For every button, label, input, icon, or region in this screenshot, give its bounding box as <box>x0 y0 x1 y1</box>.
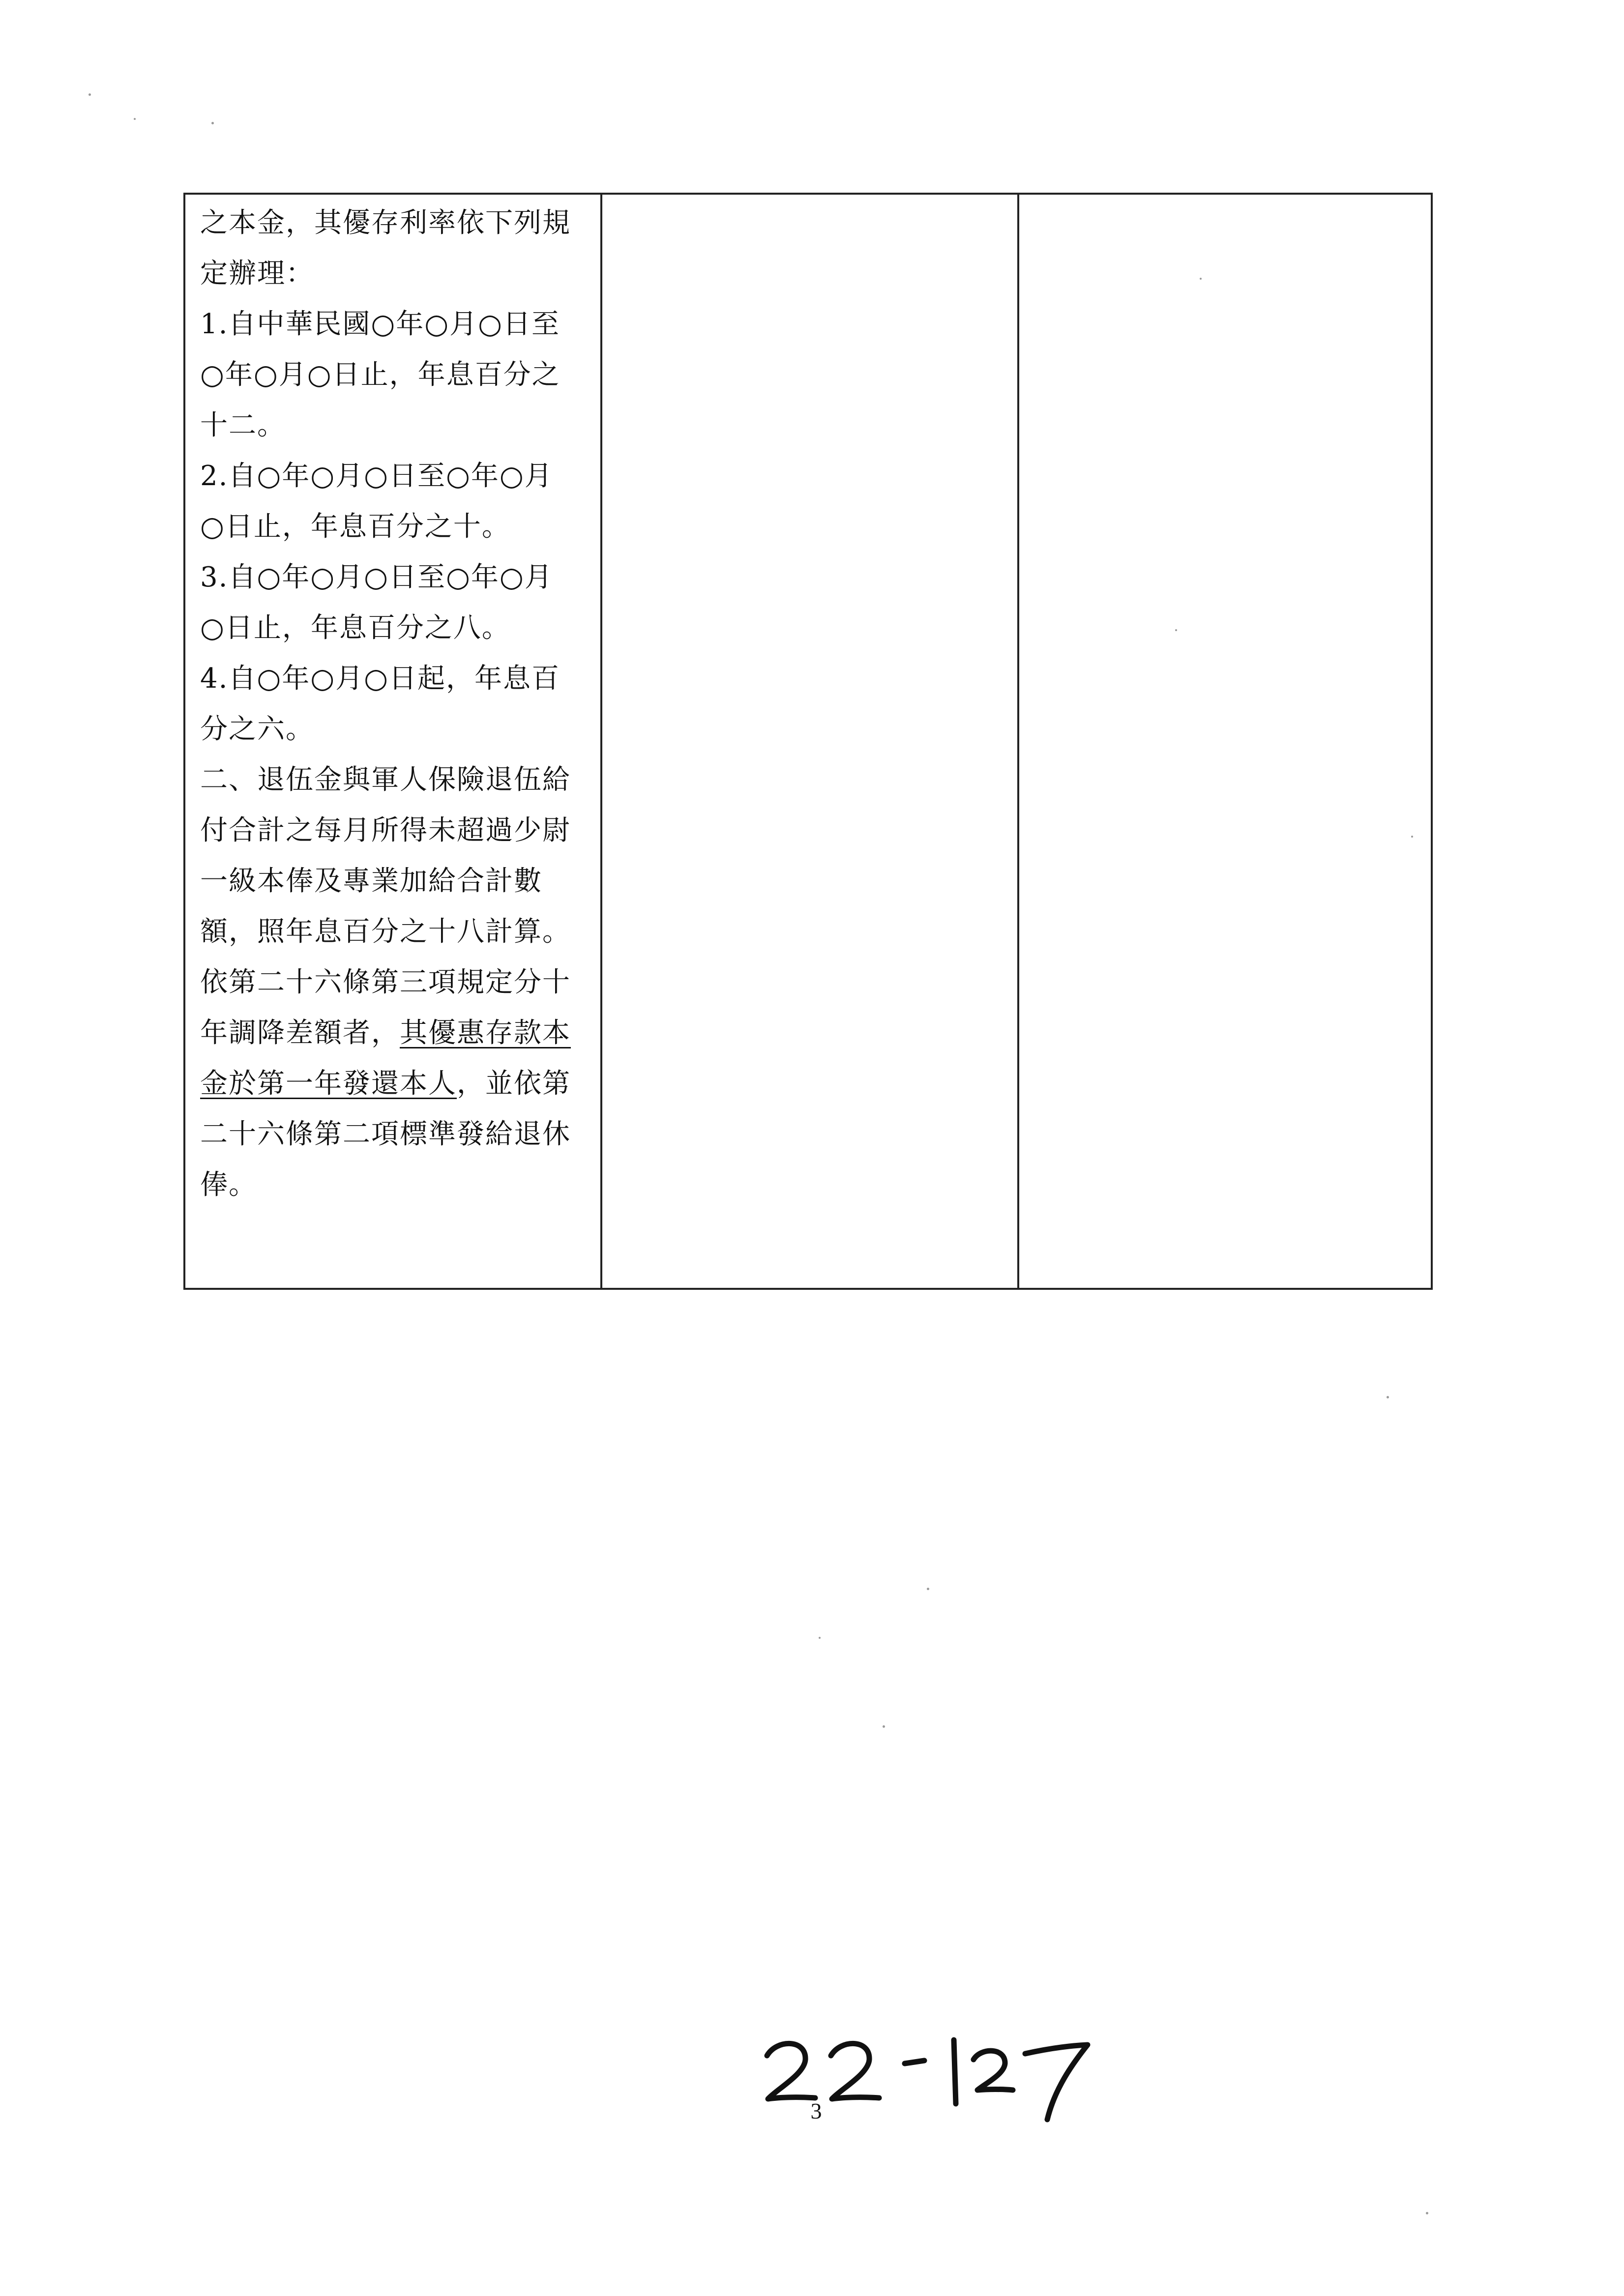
scan-speck <box>134 118 136 120</box>
underlined-text: 其優惠存款本 <box>400 1017 571 1049</box>
text-run: 分之六。 <box>200 713 314 745</box>
scan-speck <box>89 93 91 96</box>
text-run: 年調降差額者， <box>200 1017 400 1049</box>
text-run: 之本金，其優存利率依下列規 <box>200 207 571 239</box>
text-run: 二、退伍金與軍人保險退伍給 <box>200 764 571 796</box>
text-run: 付合計之每月所得未超過少尉 <box>200 814 571 846</box>
table-cell-current-text <box>602 195 1019 1288</box>
handwritten-digit-2a <box>767 2043 815 2099</box>
text-line <box>200 400 582 451</box>
scan-speck <box>1411 836 1413 838</box>
table-cell-explanation <box>1019 195 1431 1288</box>
text-line <box>200 755 582 805</box>
text-line <box>200 1160 582 1210</box>
text-line <box>200 451 582 501</box>
cell-text-block-2 <box>602 195 1017 198</box>
text-line <box>200 1058 582 1109</box>
text-line <box>200 299 582 349</box>
text-run: 俸。 <box>200 1169 257 1201</box>
scan-speck <box>1387 1396 1389 1398</box>
handwritten-digit-1 <box>954 2040 956 2104</box>
text-line <box>200 653 582 704</box>
cell-text-block <box>185 195 600 1210</box>
text-line <box>200 856 582 906</box>
scan-speck <box>927 1588 929 1590</box>
scan-speck <box>819 1637 821 1639</box>
text-line <box>200 704 582 755</box>
scan-speck <box>883 1725 885 1728</box>
text-run: 4.自○年○月○日起，年息百 <box>200 663 561 695</box>
handwritten-digit-2c <box>974 2051 1013 2090</box>
text-line <box>200 248 582 299</box>
text-line <box>200 552 582 603</box>
table-cell-amended-text <box>185 195 602 1288</box>
text-run: 定辦理： <box>200 258 314 290</box>
text-line <box>200 198 582 248</box>
handwritten-dash <box>905 2061 924 2063</box>
text-line <box>200 349 582 400</box>
scan-speck <box>1175 629 1177 631</box>
text-run: ○日止，年息百分之八。 <box>200 612 510 644</box>
text-line <box>200 1008 582 1058</box>
text-run: 額，照年息百分之十八計算。 <box>200 916 571 948</box>
text-run: ○年○月○日止，年息百分之 <box>200 359 561 391</box>
scan-speck <box>1200 278 1202 280</box>
text-line <box>200 603 582 653</box>
handwritten-digit-7 <box>1025 2045 1088 2120</box>
text-run: 2.自○年○月○日至○年○月 <box>200 460 553 492</box>
text-line <box>200 1109 582 1160</box>
text-run: 一級本俸及專業加給合計數 <box>200 865 542 897</box>
amendment-table <box>183 193 1433 1290</box>
text-run: ，並依第 <box>457 1068 571 1100</box>
text-line <box>200 501 582 552</box>
scan-speck <box>211 122 214 124</box>
text-run: 1.自中華民國○年○月○日至 <box>200 308 561 340</box>
text-line <box>200 957 582 1008</box>
page-number: 3 <box>810 2098 822 2123</box>
cell-text-block-3 <box>1019 195 1431 198</box>
text-line <box>200 805 582 856</box>
text-run: 3.自○年○月○日至○年○月 <box>200 561 553 593</box>
text-line <box>200 906 582 957</box>
text-run: 二十六條第二項標準發給退休 <box>200 1118 571 1150</box>
text-run: ○日止，年息百分之十。 <box>200 511 510 543</box>
underlined-text: 金於第一年發還本人 <box>200 1068 457 1100</box>
text-run: 依第二十六條第三項規定分十 <box>200 966 571 998</box>
handwritten-digit-2b <box>831 2043 879 2099</box>
text-run: 十二。 <box>200 409 286 441</box>
scan-speck <box>1426 2212 1428 2214</box>
